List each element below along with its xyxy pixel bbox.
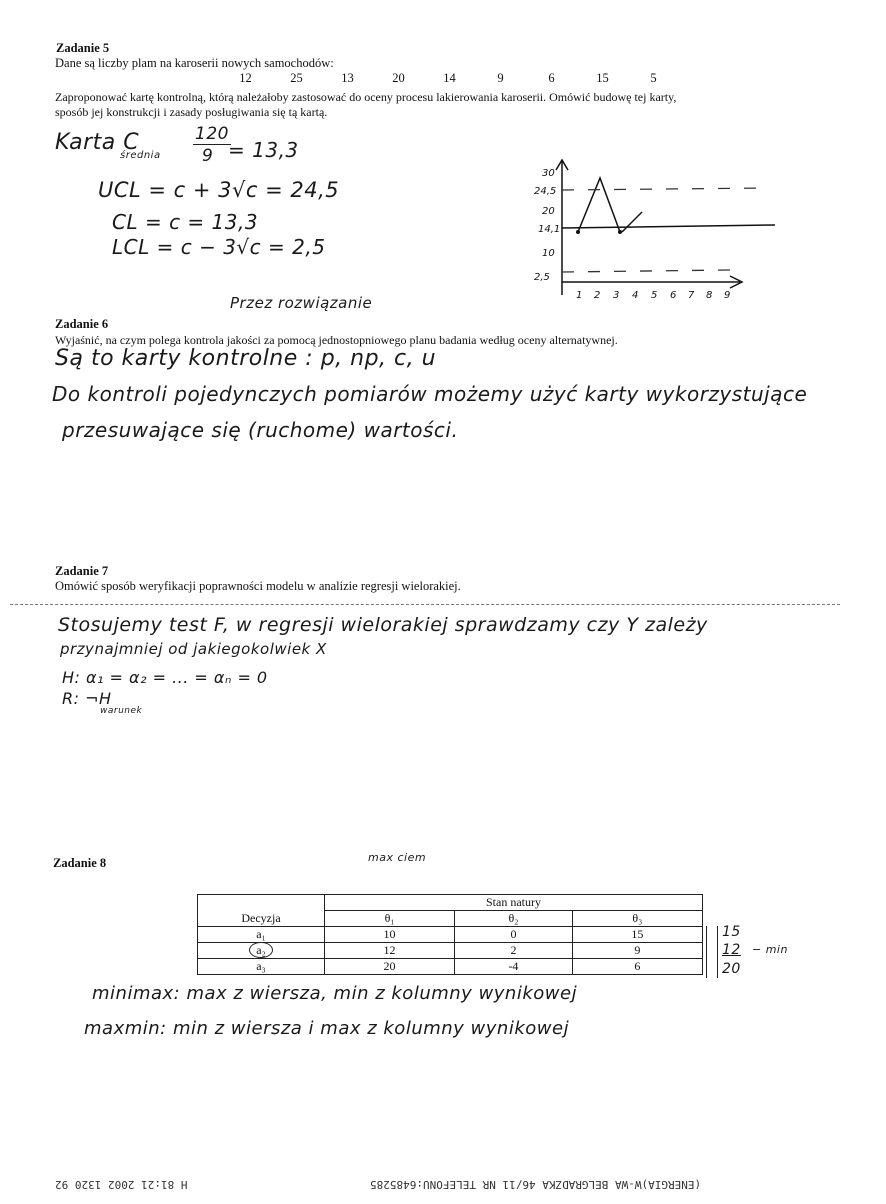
hand-ucl: UCL = c + 3√c = 24,5 (98, 178, 340, 202)
chart-x-tick: 6 (670, 290, 677, 301)
chart-x-tick: 9 (724, 290, 731, 301)
task7-hand-2: przynajmniej od jakiegokolwiek X (60, 640, 327, 658)
table-header-row (198, 895, 703, 911)
task8-title: Zadanie 8 (53, 856, 107, 870)
hand-bracket (706, 926, 718, 978)
control-chart-sketch (520, 140, 790, 310)
task8-side-val: 20 (722, 961, 741, 977)
table-row (198, 927, 703, 943)
table-cell: a₃ (198, 959, 325, 975)
chart-x-tick: 1 (576, 290, 583, 301)
task8-hand-1: minimax: max z wiersza, min z kolumny wynikowej (92, 983, 578, 1004)
table-cell: 9 (572, 943, 702, 959)
task5-number: 25 (290, 71, 303, 85)
table-cell: 0 (455, 927, 573, 943)
table-cell: -4 (455, 959, 573, 975)
hand-cl: CL = c = 13,3 (112, 210, 259, 234)
table-cell: a₁ (198, 927, 325, 943)
chart-data-line-2 (622, 212, 642, 232)
table-theta-header: θ₃ (572, 911, 702, 927)
table-theta-header: θ₁ (325, 911, 455, 927)
task5-number: 6 (548, 71, 555, 85)
table-row (198, 943, 703, 959)
task8-hand-2: maxmin: min z wiersza i max z kolumny wynikowej (84, 1018, 570, 1039)
chart-y-tick: 30 (542, 168, 555, 179)
chart-y-tick: 20 (542, 206, 555, 217)
chart-point (618, 230, 622, 234)
chart-y-tick: 2,5 (534, 272, 550, 283)
hand-fraction-numerator: 120 (195, 124, 229, 144)
chart-x-tick: 7 (688, 290, 695, 301)
task6-hand-1: Są to karty kontrolne : p, np, c, u (55, 346, 437, 371)
chart-x-tick: 8 (706, 290, 713, 301)
hand-lcl: LCL = c − 3√c = 2,5 (112, 235, 326, 259)
task7-hand-1: Stosujemy test F, w regresji wielorakiej sprawdzamy czy Y zależy (58, 614, 708, 636)
chart-x-tick: 5 (651, 290, 658, 301)
hand-fraction-value: = 13,3 (228, 138, 299, 162)
table-header-row (198, 911, 703, 927)
fax-footer-left: H 81:21 2002 1320 92 (55, 1178, 188, 1191)
scan-artifact-line (10, 604, 840, 605)
table-cell: 20 (325, 959, 455, 975)
task5-title: Zadanie 5 (56, 41, 110, 55)
task8-hand-above: max ciem (368, 851, 427, 864)
chart-point (576, 230, 580, 234)
task5-numbers (220, 71, 679, 86)
task5-question-2: sposób jej konstrukcji i zasady posługiwania się tą kartą. (55, 105, 328, 119)
task7-hand-3: H: α₁ = α₂ = ... = αₙ = 0 (62, 668, 268, 687)
table-cell (198, 943, 325, 959)
task6-title: Zadanie 6 (55, 317, 109, 331)
task6-question: Wyjaśnić, na czym polega kontrola jakości za pomocą jednostopniowego planu badania według oceny alternatywnej. (55, 333, 618, 347)
chart-x-tick: 4 (632, 290, 639, 301)
chart-center-line (562, 225, 775, 228)
table-decision-header: Decyzja (198, 911, 325, 927)
task6-hand-3: przesuwające się (ruchome) wartości. (62, 418, 459, 442)
task5-number: 9 (497, 71, 504, 85)
task7-hand-4: R: ¬H (62, 689, 112, 708)
task5-number: 12 (239, 71, 252, 85)
decision-table (197, 894, 703, 975)
task5-intro: Dane są liczby plam na karoserii nowych samochodów: (55, 56, 334, 70)
task5-number: 14 (443, 71, 456, 85)
task5-number: 13 (341, 71, 354, 85)
circled-decision: a₂ (249, 942, 273, 958)
chart-y-tick: 14,1 (538, 224, 561, 235)
table-cell: 6 (572, 959, 702, 975)
task5-question: Zaproponować kartę kontrolną, którą należałoby zastosować do oceny procesu lakierowania karoserii. Omówić budowę tej karty, (55, 90, 677, 104)
chart-data-line-1 (578, 178, 620, 232)
table-group-header: Stan natury (325, 895, 703, 911)
task6-hand-2: Do kontroli pojedynczych pomiarów możemy użyć karty wykorzystujące (52, 382, 808, 406)
chart-ucl-line (562, 188, 770, 190)
chart-x-tick: 2 (594, 290, 601, 301)
table-cell: 15 (572, 927, 702, 943)
chart-y-tick: 10 (542, 248, 555, 259)
table-corner-cell (198, 895, 325, 911)
table-row (198, 959, 703, 975)
task5-number: 20 (392, 71, 405, 85)
table-theta-header: θ₂ (455, 911, 573, 927)
hand-srednia: średnia (120, 150, 161, 161)
task7-question: Omówić sposób weryfikacji poprawności modelu w analizie regresji wielorakiej. (55, 579, 461, 593)
task7-title: Zadanie 7 (55, 564, 109, 578)
task5-number: 15 (596, 71, 609, 85)
task7-hand-5: warunek (100, 706, 143, 716)
chart-y-tick: 24,5 (534, 186, 557, 197)
hand-karta: Karta C (55, 130, 140, 155)
task8-side-val: 12 (722, 942, 741, 958)
fax-footer-right: (ENERGIA)W-WA BELGRADZKA 46/11 NR TELEFONU:6485285 (370, 1178, 702, 1191)
hand-note: Przez rozwiązanie (230, 294, 373, 312)
table-cell: 2 (455, 943, 573, 959)
task8-side-val: 15 (722, 924, 741, 940)
table-cell: 10 (325, 927, 455, 943)
task5-number: 5 (650, 71, 657, 85)
chart-lcl-line (562, 270, 730, 272)
hand-fraction-denominator: 9 (202, 146, 214, 166)
table-cell: 12 (325, 943, 455, 959)
chart-x-tick: 3 (613, 290, 620, 301)
task8-side-note: − min (752, 943, 788, 956)
